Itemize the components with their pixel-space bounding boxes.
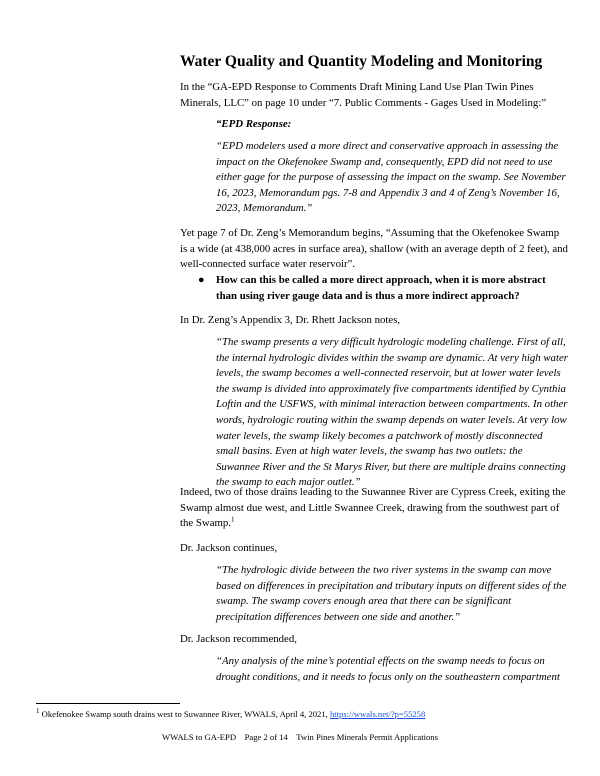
footnote-number: 1 [36, 707, 40, 716]
bullet-icon: ● [198, 274, 205, 286]
footnote-divider [36, 703, 180, 704]
footnote [36, 708, 576, 720]
zeng-memo-paragraph: Yet page 7 of Dr. Zeng’s Memorandum begins, “Assuming that the Okefenokee Swamp is a wide (at 438,000 acres in surface area), shallow (with an average depth of 2 feet), and well-connected surface water reservoir”. [180, 227, 568, 271]
epd-response-label [216, 117, 568, 133]
question-bullet-text: How can this be called a more direct approach, when it is more abstract than using river gauge data and is thus a more indirect approach? [216, 274, 546, 302]
epd-response-quote: “EPD modelers used a more direct and conservative approach in assessing the impact on the Okefenokee Swamp and, consequently, EPD did not need to use either gage for the purpose of assessing the impact on the swamp. See November 16, 2023, Memorandum pgs. 7-8 and Appendix 3 and 4 of Zeng’s November 16, 2023, Memorandum.” [216, 140, 566, 215]
page-footer: WWALS to GA-EPD Page 2 of 14 Twin Pines Minerals Permit Applications [162, 732, 438, 742]
intro-paragraph: In the “GA-EPD Response to Comments Draft Mining Land Use Plan Twin Pines Minerals, LLC” on page 10 under “7. Public Comments - Gages Used in Modeling:” [180, 81, 547, 109]
footnote-text: Okefenokee Swamp south drains west to Suwannee River, WWALS, April 4, 2021, [39, 709, 330, 719]
jackson-quote-1: “The swamp presents a very difficult hydrologic modeling challenge. First of all, the internal hydrologic divides within the swamp are dynamic. At very high water levels, the swamp becomes a well-connected reservoir, but at lower water levels the swamp is divided into approximately five compartments identified by Cynthia Loftin and the USFWS, with minimal interaction between compartments. In other words, hydrologic routing within the swamp depends on water levels. At very low water levels, the swamp likely becomes a patchwork of mostly disconnected small basins. Even at high water levels, the swamp has two outlets: the Suwannee River and the St Marys River, but there are multiple drains connecting the swamp to each major outlet.” [216, 336, 568, 489]
jackson-quote-2: “The hydrologic divide between the two river systems in the swamp can move based on differences in precipitation and tributary inputs on different sides of the swamp. The swamp covers enough area that there can be significant precipitation differences between one side and another.” [216, 564, 567, 623]
jackson-recommended: Dr. Jackson recommended, [180, 633, 297, 645]
jackson-quote-3: “Any analysis of the mine’s potential effects on the swamp needs to focus on drought conditions, and it needs to focus only on the southeastern compartment [216, 655, 560, 683]
jackson-continues: Dr. Jackson continues, [180, 542, 278, 554]
drains-paragraph-text: Indeed, two of those drains leading to the Suwannee River are Cypress Creek, exiting the Swamp almost due west, and Little Swannee Creek, drawing from the southwest part of the Swamp. [180, 486, 566, 530]
footnote-link[interactable]: https://wwals.net/?p=55258 [329, 709, 426, 719]
epd-response-label-text: “EPD Response: [216, 118, 292, 130]
drains-paragraph [180, 485, 568, 532]
footnote-reference[interactable]: 1 [230, 515, 235, 524]
appendix-intro: In Dr. Zeng’s Appendix 3, Dr. Rhett Jackson notes, [180, 314, 401, 326]
section-heading: Water Quality and Quantity Modeling and Monitoring [180, 53, 543, 70]
